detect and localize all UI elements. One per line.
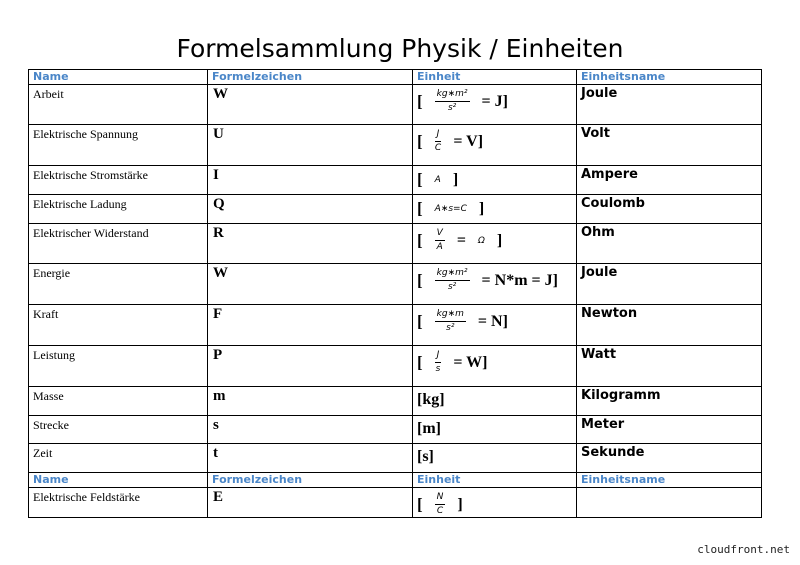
unit-fraction [435, 350, 442, 375]
fraction-numerator: J [435, 350, 442, 363]
fraction-denominator: s [435, 364, 441, 374]
unit-expression [417, 199, 572, 219]
unit-cell [413, 166, 577, 195]
unit-cell [413, 195, 577, 224]
fraction-numerator: N [435, 492, 446, 505]
fraction-numerator: V [435, 228, 445, 241]
unit-name: Ampere [577, 166, 762, 195]
unit-cell [413, 85, 577, 125]
unit-cell [413, 488, 577, 518]
unit-inline: A∗s=C [434, 204, 467, 214]
open-bracket: [ [417, 131, 423, 151]
formula-symbol: t [208, 444, 413, 473]
quantity-name: Kraft [29, 305, 208, 346]
formula-symbol: I [208, 166, 413, 195]
quantity-name: Zeit [29, 444, 208, 473]
column-header: Einheitsname [577, 473, 762, 488]
open-bracket: [ [417, 91, 423, 111]
unit-cell [413, 387, 577, 416]
unit-name: Volt [577, 125, 762, 166]
fraction-denominator: A [436, 242, 443, 252]
quantity-name: Elektrische Ladung [29, 195, 208, 224]
quantity-name: Elektrische Spannung [29, 125, 208, 166]
unit-equals: = [456, 231, 466, 249]
unit-name: Newton [577, 305, 762, 346]
table-row [29, 444, 762, 473]
table-row [29, 264, 762, 305]
unit-expression [417, 89, 572, 114]
open-bracket: [ [417, 230, 423, 250]
fraction-denominator: s² [447, 103, 457, 113]
unit-fraction [435, 492, 446, 517]
header-row [29, 473, 762, 488]
unit-expression [417, 170, 572, 190]
unit-expression [417, 350, 572, 375]
quantity-name: Energie [29, 264, 208, 305]
unit-cell [413, 416, 577, 444]
unit-fraction [435, 268, 470, 293]
open-bracket: [ [417, 311, 423, 331]
quantity-name: Strecke [29, 416, 208, 444]
unit-rest: ] [452, 171, 459, 188]
unit-fraction [435, 129, 442, 154]
quantity-name: Elektrischer Widerstand [29, 224, 208, 264]
table-row [29, 305, 762, 346]
watermark: cloudfront.net [697, 543, 790, 556]
column-header: Einheit [413, 473, 577, 488]
open-bracket: [ [417, 494, 423, 514]
unit-rest: = N] [477, 312, 508, 330]
quantity-name: Leistung [29, 346, 208, 387]
unit-rest: ] [496, 231, 503, 249]
quantity-name: Elektrische Feldstärke [29, 488, 208, 518]
formula-symbol: W [208, 85, 413, 125]
unit-fraction [435, 89, 470, 114]
formula-symbol: P [208, 346, 413, 387]
table-row [29, 166, 762, 195]
unit-cell [413, 305, 577, 346]
unit-name: Joule [577, 264, 762, 305]
table-row [29, 85, 762, 125]
formula-table [28, 69, 762, 518]
table-row [29, 416, 762, 444]
table-row [29, 125, 762, 166]
unit-expression [417, 228, 572, 253]
fraction-numerator: kg∗m² [435, 89, 470, 102]
unit-rest: = J] [481, 92, 508, 110]
unit-rest: = V] [453, 132, 484, 150]
unit-name: Sekunde [577, 444, 762, 473]
formula-symbol: W [208, 264, 413, 305]
column-header: Formelzeichen [208, 473, 413, 488]
unit-rest: = W] [453, 353, 488, 371]
unit-name: Watt [577, 346, 762, 387]
unit-cell [413, 444, 577, 473]
unit-name: Joule [577, 85, 762, 125]
unit-name: Meter [577, 416, 762, 444]
unit-fraction [435, 309, 466, 334]
unit-expression [417, 309, 572, 334]
column-header: Einheitsname [577, 70, 762, 85]
unit-name: Coulomb [577, 195, 762, 224]
table-row [29, 346, 762, 387]
unit-fraction [435, 228, 445, 253]
unit-text: [kg] [417, 391, 445, 408]
open-bracket: [ [417, 270, 423, 290]
open-bracket: [ [417, 352, 423, 372]
unit-inline: A [434, 175, 441, 185]
open-bracket: [ [417, 199, 423, 218]
formula-symbol: E [208, 488, 413, 518]
unit-inline: Ω [477, 235, 485, 246]
table-row [29, 224, 762, 264]
fraction-numerator: kg∗m [435, 309, 466, 322]
unit-cell [413, 125, 577, 166]
fraction-numerator: J [435, 129, 442, 142]
open-bracket: [ [417, 170, 423, 189]
table-row [29, 387, 762, 416]
unit-rest: ] [478, 200, 485, 217]
formula-symbol: F [208, 305, 413, 346]
unit-name: Kilogramm [577, 387, 762, 416]
unit-text: [m] [417, 420, 441, 437]
unit-cell [413, 224, 577, 264]
quantity-name: Masse [29, 387, 208, 416]
header-row [29, 70, 762, 85]
unit-rest: ] [457, 495, 463, 513]
fraction-denominator: C [434, 143, 442, 153]
unit-name: Ohm [577, 224, 762, 264]
unit-rest: = N*m = J] [481, 271, 558, 289]
unit-text: [s] [417, 448, 434, 465]
quantity-name: Elektrische Stromstärke [29, 166, 208, 195]
formula-symbol: s [208, 416, 413, 444]
formula-symbol: Q [208, 195, 413, 224]
page-title: Formelsammlung Physik / Einheiten [176, 34, 624, 63]
fraction-denominator: C [436, 506, 444, 516]
formula-symbol: U [208, 125, 413, 166]
column-header: Name [29, 70, 208, 85]
quantity-name: Arbeit [29, 85, 208, 125]
unit-name [577, 488, 762, 518]
unit-cell [413, 346, 577, 387]
unit-expression [417, 492, 572, 517]
formula-symbol: R [208, 224, 413, 264]
unit-expression [417, 268, 572, 293]
column-header: Formelzeichen [208, 70, 413, 85]
table-row [29, 195, 762, 224]
fraction-denominator: s² [446, 323, 455, 333]
fraction-denominator: s² [447, 282, 457, 292]
table-row [29, 488, 762, 518]
unit-expression [417, 129, 572, 154]
column-header: Name [29, 473, 208, 488]
unit-cell [413, 264, 577, 305]
formula-symbol: m [208, 387, 413, 416]
column-header: Einheit [413, 70, 577, 85]
fraction-numerator: kg∗m² [435, 268, 470, 281]
